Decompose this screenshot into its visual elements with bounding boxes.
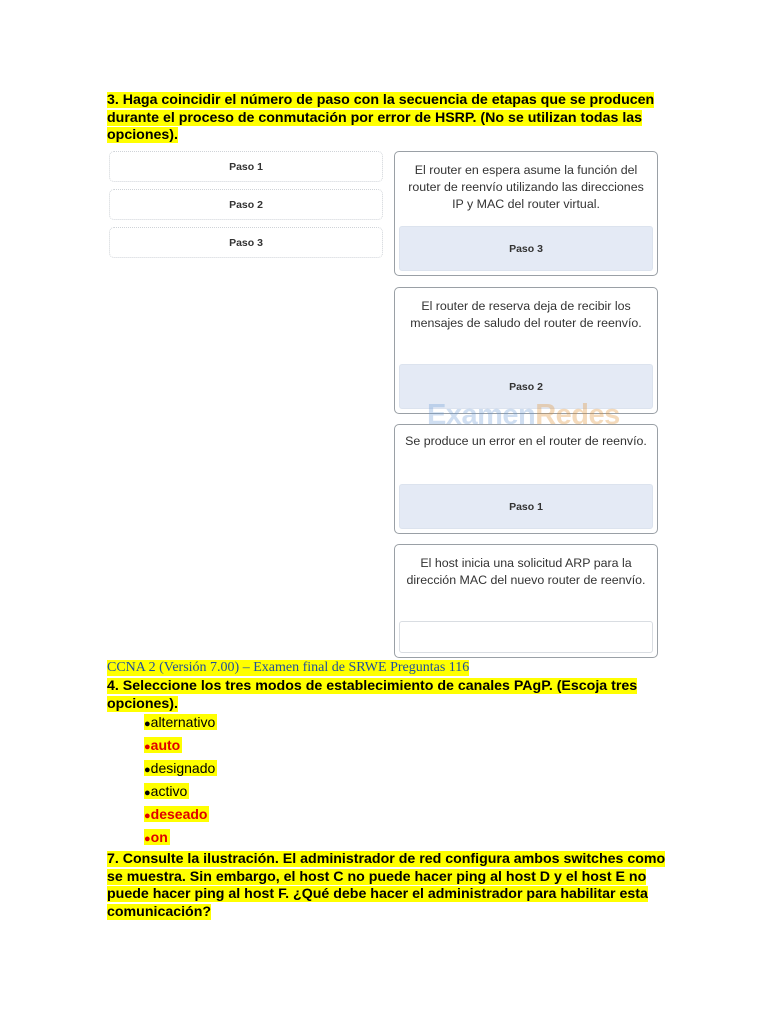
answer-option[interactable]: ●alternativo — [144, 714, 216, 730]
bullet-icon: ● — [144, 833, 151, 845]
step-option-1[interactable]: Paso 1 — [109, 151, 383, 182]
answer-option[interactable]: ●activo — [144, 783, 188, 799]
question-3-title: 3. Haga coincidir el número de paso con la secuencia de etapas que se producen durante el proceso de conmutación por error de HSRP. (No se utilizan todas las opciones). — [107, 92, 655, 144]
bullet-icon: ● — [144, 718, 151, 730]
match-target-text: El host inicia una solicitud ARP para la dirección MAC del nuevo router de reenvío. — [406, 556, 646, 587]
drop-zone-2[interactable]: Paso 2 — [399, 364, 653, 409]
match-target-text: El router de reserva deja de recibir los mensajes de saludo del router de reenvío. — [410, 299, 642, 330]
answer-option-correct[interactable]: ●on — [144, 829, 168, 845]
question-4-title: 4. Seleccione los tres modos de establecimiento de canales PAgP. (Escoja tres opciones). — [107, 678, 638, 712]
bullet-icon: ● — [144, 741, 151, 753]
match-target-3 — [394, 424, 658, 534]
match-target-2 — [394, 287, 658, 414]
drop-zone-4[interactable] — [399, 621, 653, 653]
answer-option[interactable]: ●designado — [144, 760, 216, 776]
step-option-2[interactable]: Paso 2 — [109, 189, 383, 220]
answer-option-correct[interactable]: ●auto — [144, 737, 181, 753]
match-target-4 — [394, 544, 658, 658]
site-watermark-logo: ExamenRedes — [427, 399, 620, 431]
drop-zone-1[interactable]: Paso 3 — [399, 226, 653, 271]
answer-option-correct[interactable]: ●deseado — [144, 806, 208, 822]
bullet-icon: ● — [144, 787, 151, 799]
step-option-3[interactable]: Paso 3 — [109, 227, 383, 258]
question-7-title: 7. Consulte la ilustración. El administrador de red configura ambos switches como se muestra. Sin embargo, el host C no puede hacer ping al host D y el host E no puede hacer ping al host F. ¿Qué debe hacer el administrador para habilitar esta comunicación? — [107, 851, 666, 920]
match-target-text: El router en espera asume la función del router de reenvío utilizando las direcciones IP y MAC del router virtual. — [408, 163, 644, 211]
match-target-text: Se produce un error en el router de reenvío. — [405, 434, 647, 448]
source-reference: CCNA 2 (Versión 7.00) – Examen final de SRWE Preguntas 116 — [107, 660, 470, 675]
match-target-1 — [394, 151, 658, 276]
answer-options-list — [144, 712, 217, 850]
bullet-icon: ● — [144, 764, 151, 776]
bullet-icon: ● — [144, 810, 151, 822]
drop-zone-3[interactable]: Paso 1 — [399, 484, 653, 529]
